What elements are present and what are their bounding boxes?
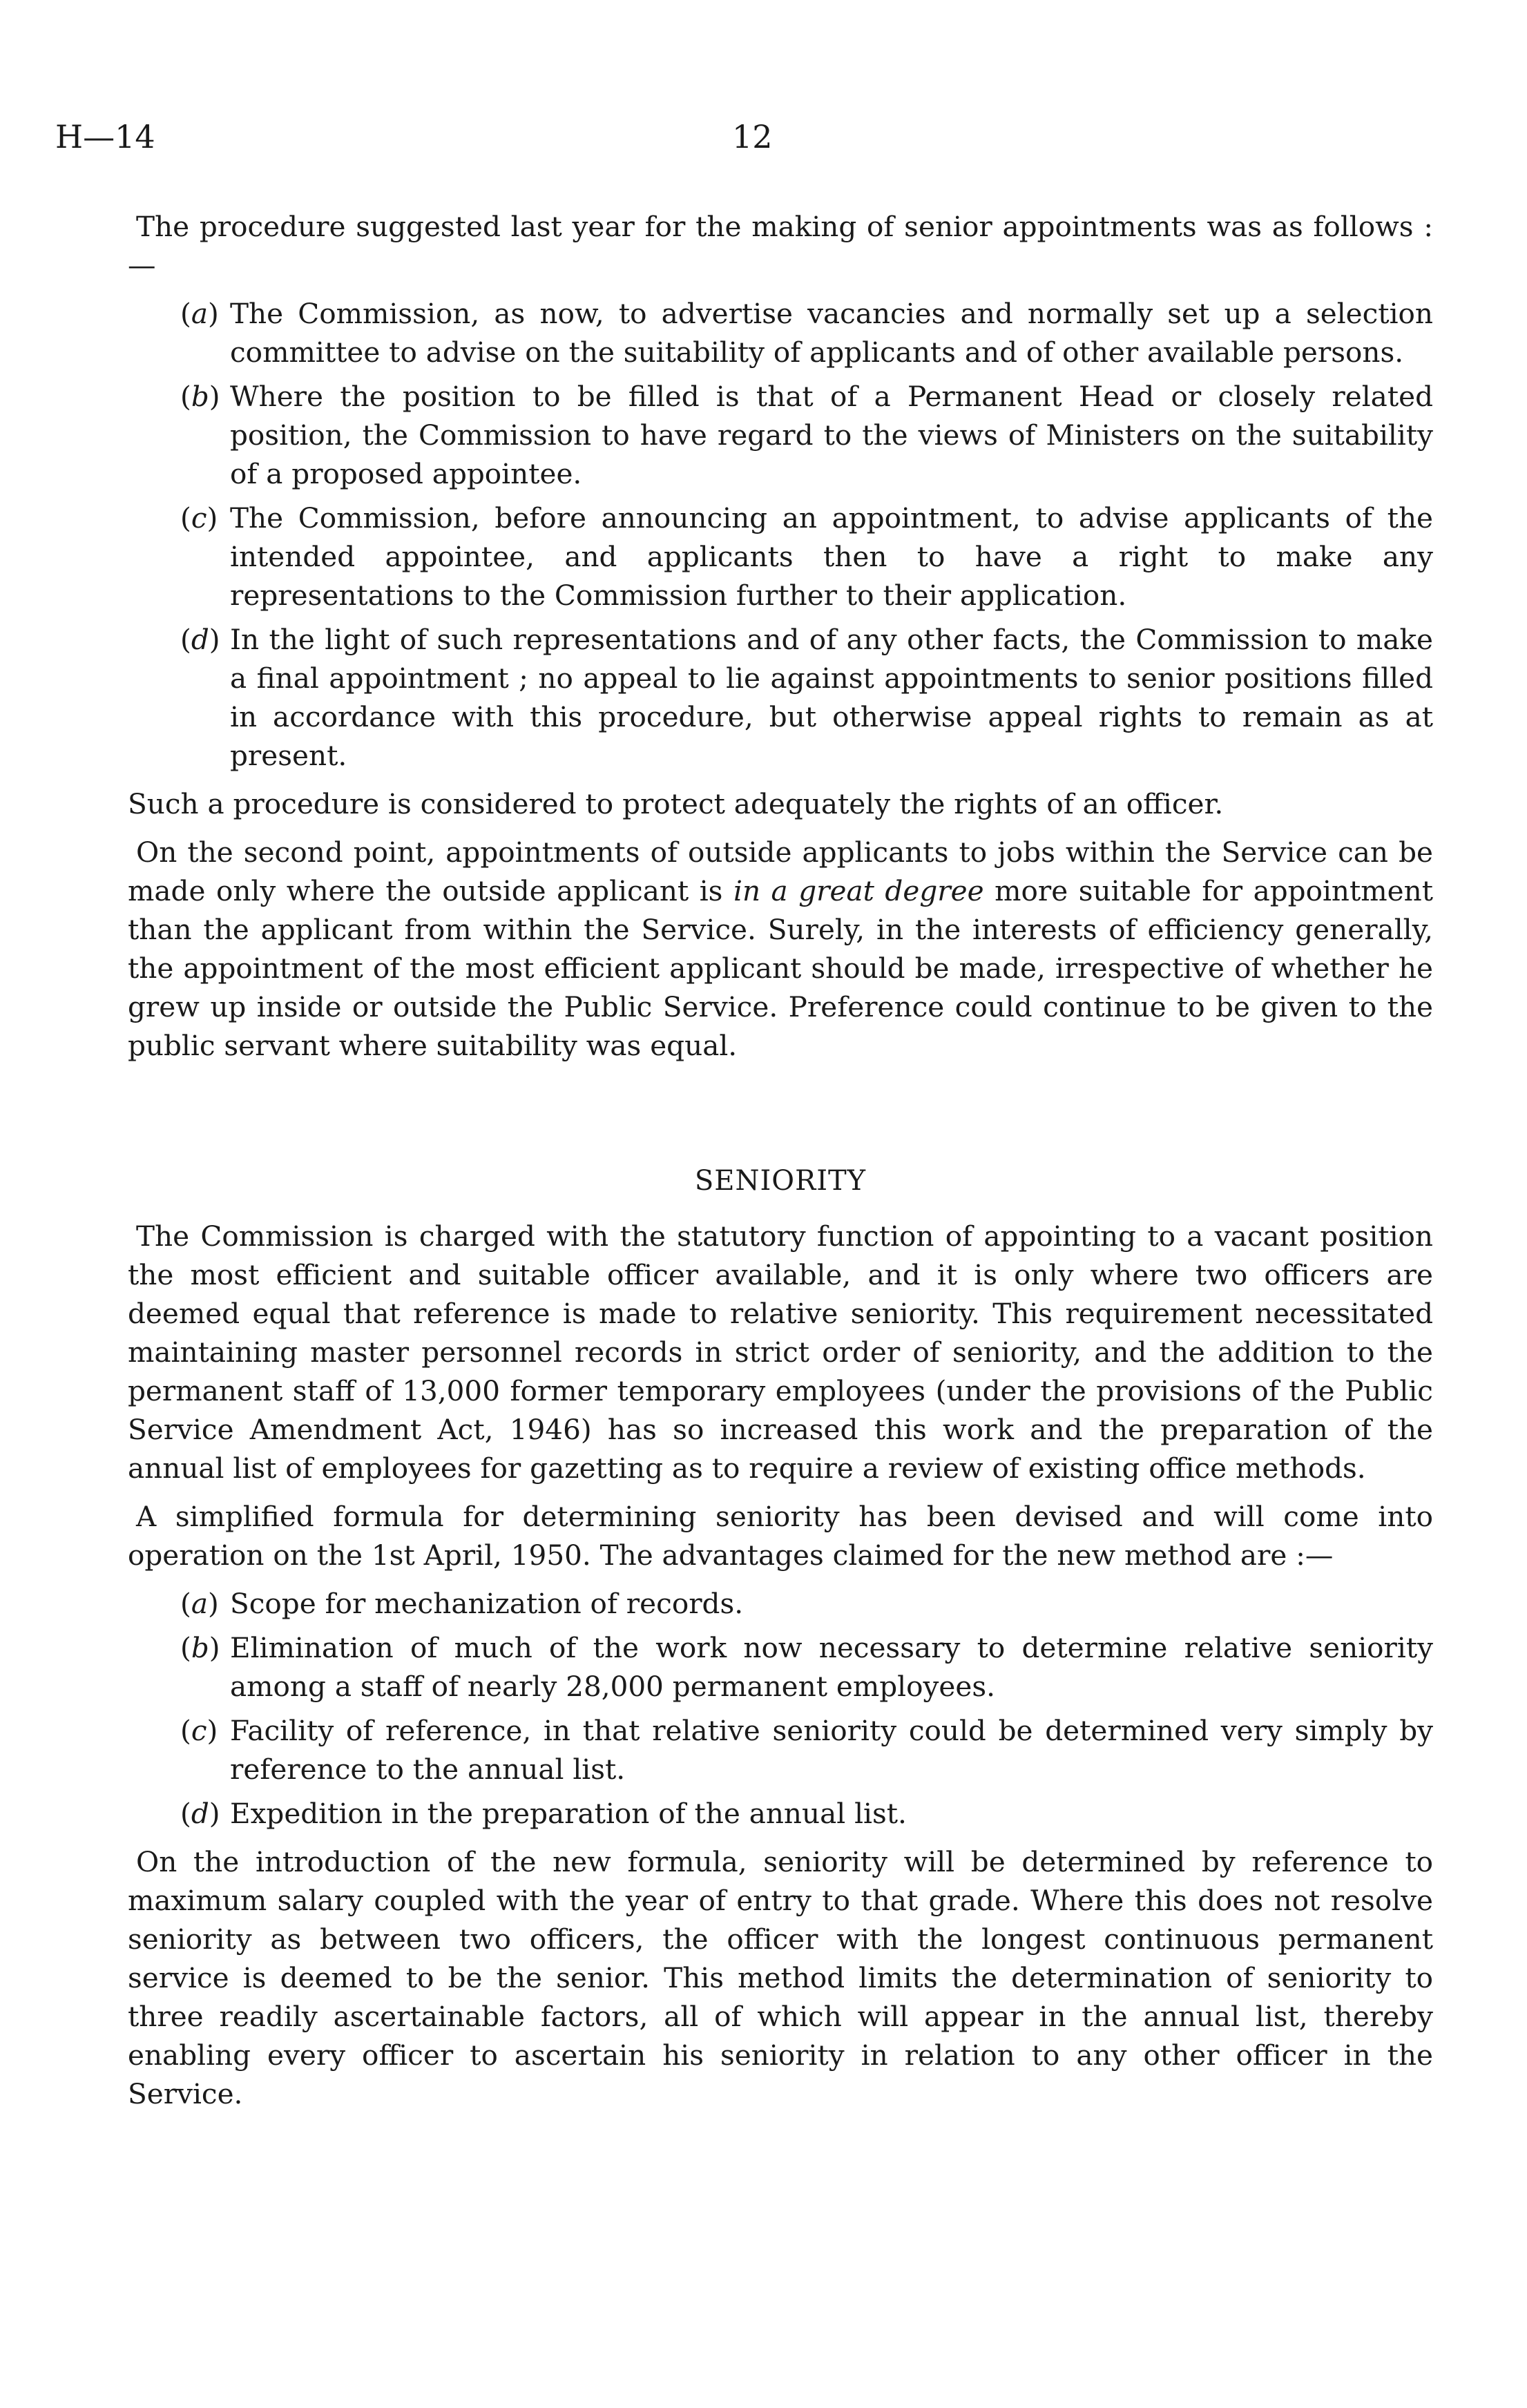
list-item [128, 1711, 1433, 1789]
list-item-marker: (c) [180, 1714, 218, 1747]
list-item-text: Elimination of much of the work now necessary to determine relative seniority among a staff of nearly 28,000 permanent employees. [230, 1631, 1433, 1703]
list-item-marker: (b) [180, 380, 220, 413]
list-item-text: The Commission, before announcing an appointment, to advise applicants of the intended appointee, and applicants then to have a right to make any representations to the Commission further to their application. [230, 501, 1433, 612]
seniority-paragraph-2: A simplified formula for determining seniority has been devised and will come into operation on the 1st April, 1950. The advantages claimed for the new method are :— [128, 1500, 1433, 1572]
list-item-text: The Commission, as now, to advertise vacancies and normally set up a selection committee to advise on the suitability of applicants and of other available persons. [230, 297, 1433, 369]
second-point-paragraph: On the second point, appointments of outside applicants to jobs within the Service can be made only where the outside applicant is in a great degree more suitable for appointment than the applicant from within the Service. Surely, in the interests of efficiency generally, the appointment of the most efficient applicant should be made, irrespective of whether he grew up inside or outside the Public Service. Preference could continue to be given to the public servant where suitability was equal. [128, 836, 1434, 1062]
seniority-paragraph-1: The Commission is charged with the statutory function of appointing to a vacant position the most efficient and suitable officer available, and it is only where two officers are deemed equal that reference is made to relative seniority. This requirement necessitated maintaining master personnel records in strict order of seniority, and the addition to the permanent staff of 13,000 former temporary employees (under the provisions of the Public Service Amendment Act, 1946) has so increased this work and the preparation of the annual list of employees for gazetting as to require a review of existing office methods. [128, 1220, 1433, 1485]
emphasis-text: in a great degree [733, 874, 984, 907]
procedure-conclusion: Such a procedure is considered to protect adequately the rights of an officer. [128, 787, 1224, 820]
list-item-marker: (b) [180, 1631, 220, 1664]
list-item [128, 294, 1433, 372]
list-item [128, 1794, 1433, 1833]
list-item-marker: (a) [180, 297, 219, 330]
document-code: H—14 [55, 118, 155, 155]
list-item [128, 620, 1433, 775]
procedure-list [128, 294, 1433, 775]
page-header [55, 116, 1423, 157]
list-item-marker: (d) [180, 1797, 220, 1830]
page-body [128, 207, 1433, 2123]
section-title-seniority: SENIORITY [694, 1165, 867, 1197]
list-item-text: Facility of reference, in that relative seniority could be determined very simply by reference to the annual list. [230, 1714, 1433, 1786]
list-item-text: Expedition in the preparation of the annual list. [230, 1797, 907, 1830]
seniority-paragraph-3: On the introduction of the new formula, seniority will be determined by reference to maximum salary coupled with the year of entry to that grade. Where this does not resolve seniority as between two officers, the officer with the longest continuous permanent service is deemed to be the senior. This method limits the determination of seniority to three readily ascertainable factors, all of which will appear in the annual list, thereby enabling every officer to ascertain his seniority in relation to any other officer in the Service. [128, 1845, 1433, 2110]
intro-paragraph: The procedure suggested last year for the making of senior appointments was as follows :— [128, 210, 1433, 282]
list-item-marker: (c) [180, 501, 218, 534]
list-item [128, 1628, 1433, 1706]
list-item [128, 499, 1433, 615]
advantages-list [128, 1584, 1433, 1833]
list-item [128, 1584, 1433, 1623]
page-number: 12 [732, 118, 773, 155]
list-item-marker: (d) [180, 623, 220, 656]
list-item-marker: (a) [180, 1587, 219, 1620]
list-item-text: In the light of such representations and of any other facts, the Commission to make a final appointment ; no appeal to lie against appointments to senior positions filled in accordance with this procedure, but otherwise appeal rights to remain as at present. [230, 623, 1433, 772]
list-item [128, 377, 1433, 493]
list-item-text: Scope for mechanization of records. [230, 1587, 744, 1620]
list-item-text: Where the position to be filled is that of a Permanent Head or closely related position, the Commission to have regard to the views of Ministers on the suitability of a proposed appointee. [230, 380, 1433, 490]
